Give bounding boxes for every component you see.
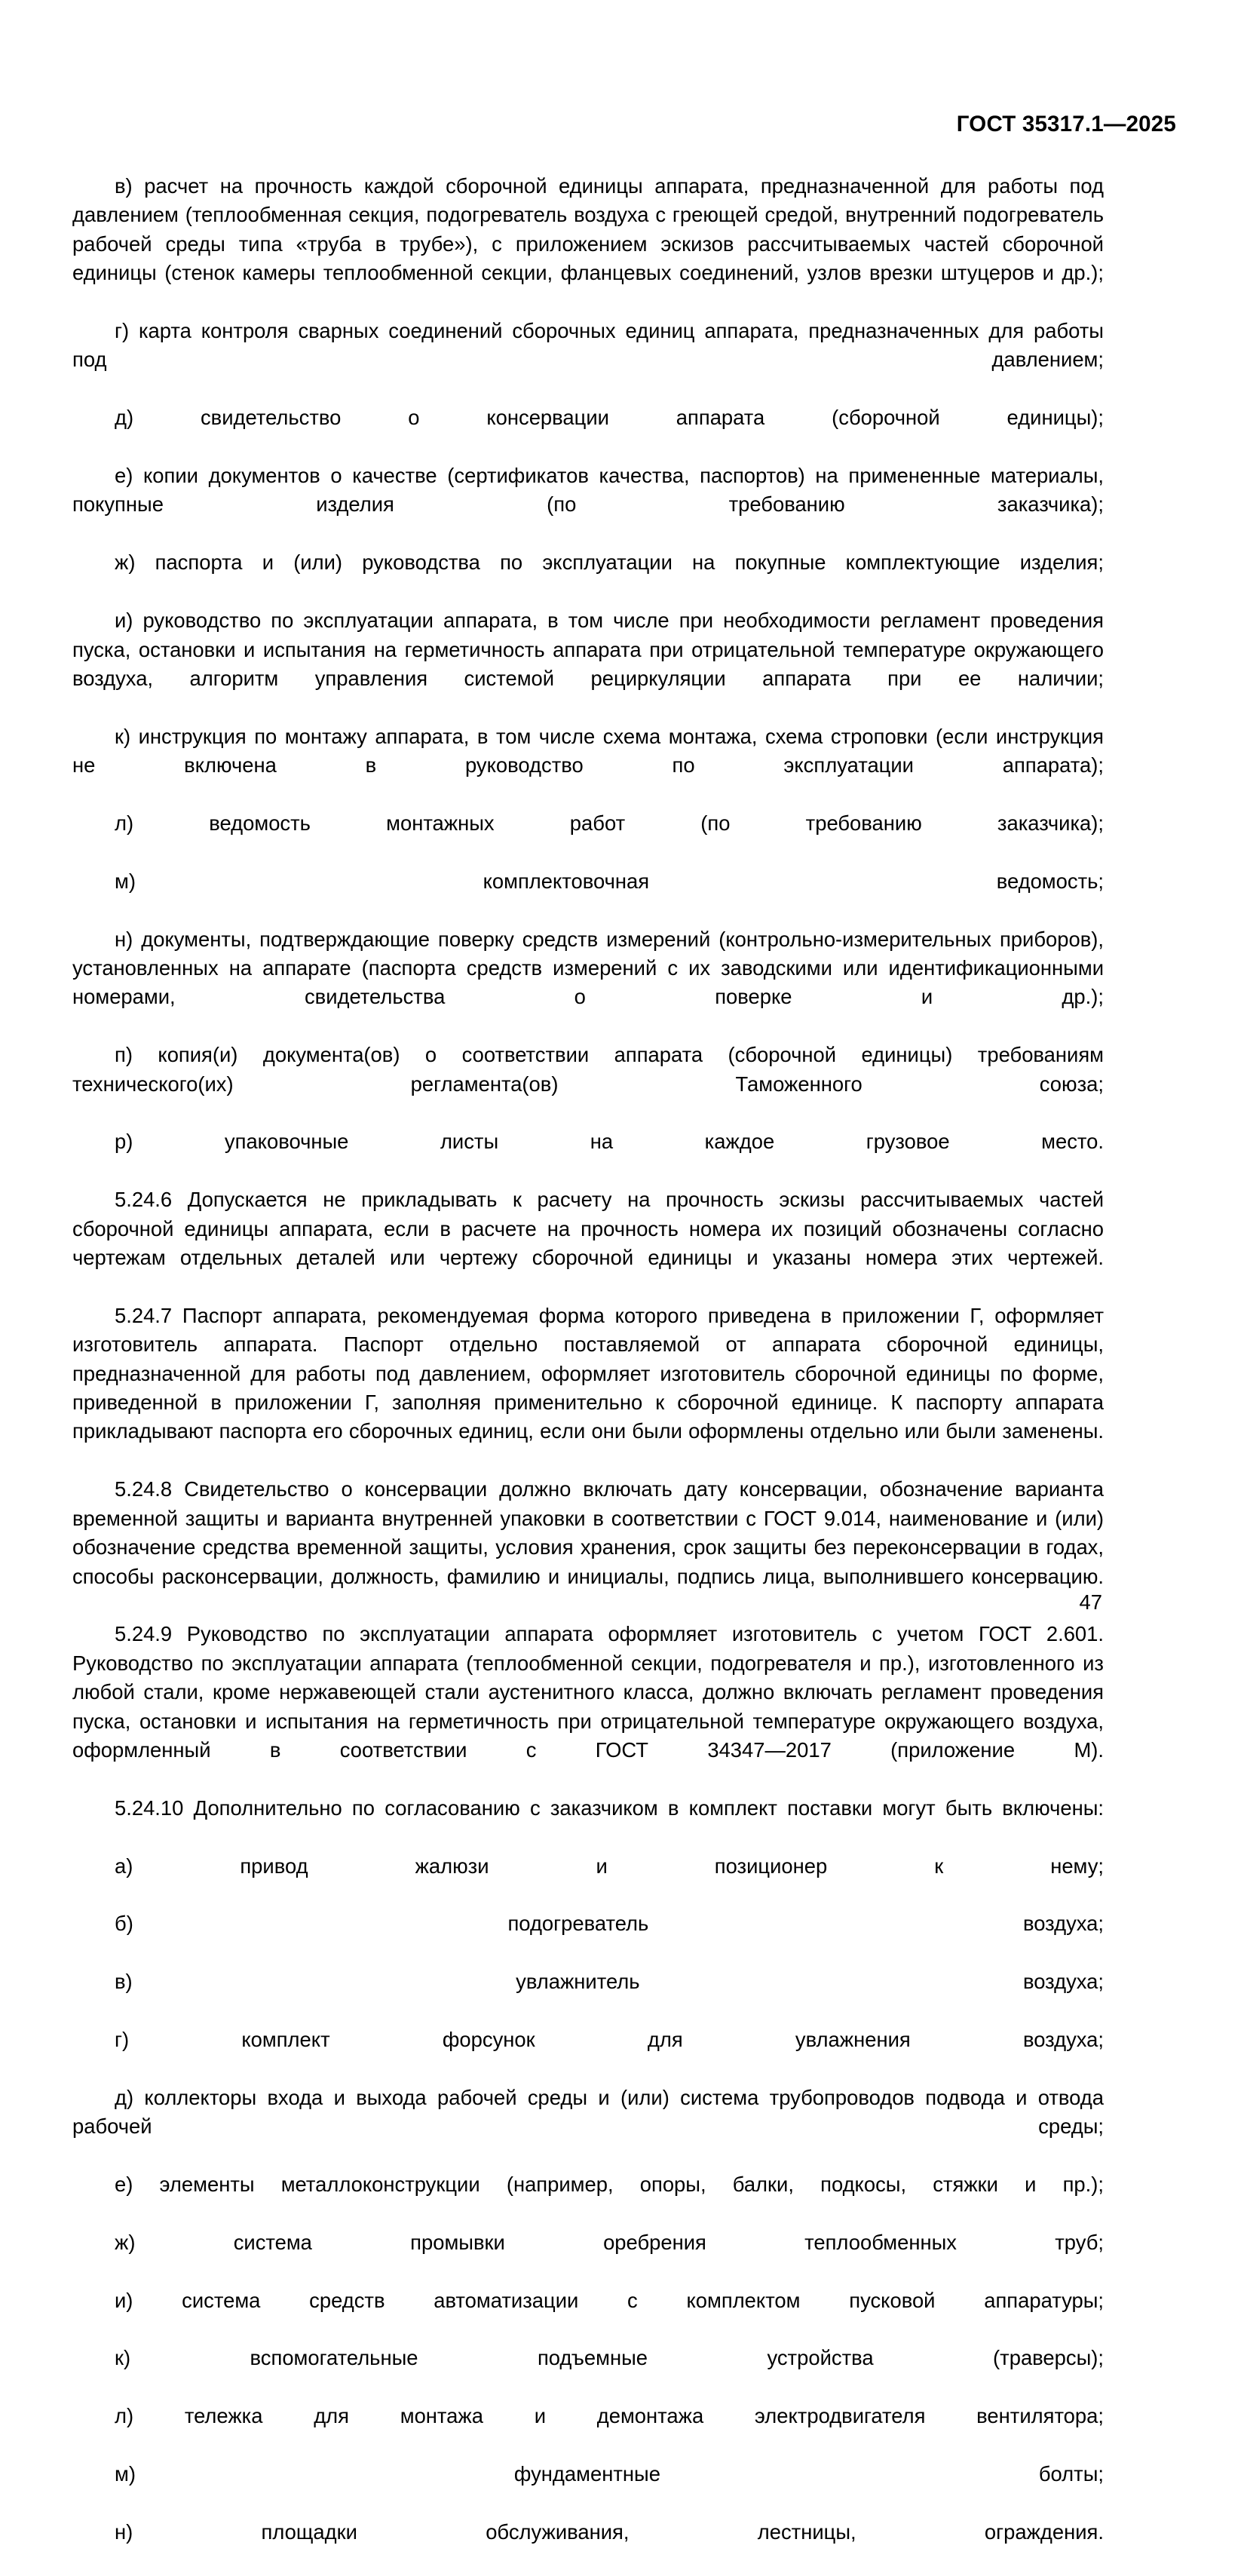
paragraph: м) комплектовочная ведомость;	[115, 869, 1104, 893]
paragraph: 5.24.6 Допускается не прикладывать к расчету на прочность эскизы рассчитываемых частей сборочной единицы аппарата, если в расчете на прочность номера их позиций обозначены согласно чертежам отдельных деталей или чертежу сборочной единицы и указаны номера этих чертежей.	[72, 1188, 1104, 1270]
paragraph: 5.24.10 Дополнительно по согласованию с заказчиком в комплект поставки могут быть включены:	[115, 1796, 1104, 1820]
paragraph: в) расчет на прочность каждой сборочной единицы аппарата, предназначенной для работы под давлением (теплообменная секция, подогреватель воздуха с греющей средой, внутренний подогреватель рабочей среды типа «труба в трубе»), с приложением эскизов рассчитываемых частей сборочной единицы (стенок камеры теплообменной секции, фланцевых соединений, узлов врезки штуцеров и др.);	[72, 174, 1104, 285]
paragraph: ж) система промывки оребрения теплообменных труб;	[115, 2230, 1104, 2254]
paragraph: н) документы, подтверждающие поверку средств измерений (контрольно-измерительных приборов), установленных на аппарате (паспорта средств измерений с их заводскими или идентификационными номерами, свидетельства о поверке и др.);	[72, 927, 1104, 1009]
paragraph: л) ведомость монтажных работ (по требованию заказчика);	[115, 811, 1104, 835]
paragraph: л) тележка для монтажа и демонтажа электродвигателя вентилятора;	[115, 2404, 1104, 2428]
paragraph: г) комплект форсунок для увлажнения воздуха;	[115, 2028, 1104, 2051]
paragraph: в) увлажнитель воздуха;	[115, 1970, 1104, 1994]
paragraph: р) упаковочные листы на каждое грузовое место.	[115, 1130, 1104, 1154]
page-number: 47	[1079, 1590, 1102, 1614]
paragraph: а) привод жалюзи и позиционер к нему;	[115, 1854, 1104, 1878]
body-text-column	[72, 172, 1104, 2576]
paragraph: 5.24.7 Паспорт аппарата, рекомендуемая форма которого приведена в приложении Г, оформляет изготовитель аппарата. Паспорт отдельно поставляемой от аппарата сборочной единицы, предназначенной для работы под давлением, оформляет изготовитель сборочной единицы по форме, приведенной в приложении Г, заполняя применительно к сборочной единице. К паспорту аппарата прикладывают паспорта его сборочных единиц, если они были оформлены отдельно или были заменены.	[72, 1303, 1104, 1443]
paragraph: 5.24.8 Свидетельство о консервации должно включать дату консервации, обозначение варианта временной защиты и варианта внутренней упаковки в соответствии с ГОСТ 9.014, наименование и (или) обозначение средства временной защиты, условия хранения, срок защиты без переконсервации в годах, способы расконсервации, должность, фамилию и инициалы, подпись лица, выполнившего консервацию.	[72, 1477, 1104, 1588]
paragraph: е) элементы металлоконструкции (например, опоры, балки, подкосы, стяжки и пр.);	[115, 2173, 1104, 2197]
paragraph: н) площадки обслуживания, лестницы, ограждения.	[115, 2519, 1104, 2544]
paragraph: к) инструкция по монтажу аппарата, в том числе схема монтажа, схема строповки (если инструкция не включена в руководство по эксплуатации аппарата);	[72, 724, 1104, 777]
paragraph: м) фундаментные болты;	[115, 2462, 1104, 2486]
paragraph: и) руководство по эксплуатации аппарата, в том числе при необходимости регламент проведения пуска, остановки и испытания на герметичность аппарата при отрицательной температуре окружающего воздуха, алгоритм управления системой рециркуляции аппарата при ее наличии;	[72, 609, 1104, 690]
paragraph: г) карта контроля сварных соединений сборочных единиц аппарата, предназначенных для работы под давлением;	[72, 319, 1104, 372]
paragraph: д) свидетельство о консервации аппарата (сборочной единицы);	[115, 406, 1104, 430]
paragraph: и) система средств автоматизации с комплектом пусковой аппаратуры;	[115, 2288, 1104, 2312]
paragraph: е) копии документов о качестве (сертификатов качества, паспортов) на примененные материалы, покупные изделия (по требованию заказчика);	[72, 464, 1104, 517]
paragraph: п) копия(и) документа(ов) о соответствии аппарата (сборочной единицы) требованиям технического(их) регламента(ов) Таможенного союза;	[72, 1043, 1104, 1096]
paragraph: ж) паспорта и (или) руководства по эксплуатации на покупные комплектующие изделия;	[115, 550, 1104, 575]
paragraph: 5.24.9 Руководство по эксплуатации аппарата оформляет изготовитель с учетом ГОСТ 2.601. Руководство по эксплуатации аппарата (теплообменной секции, подогревателя и пр.), изготовленного из любой стали, кроме нержавеющей стали аустенитного класса, должно включать регламент проведения пуска, остановки и испытания на герметичность при отрицательной температуре окружающего воздуха, оформленный в соответствии с ГОСТ 34347—2017 (приложение М).	[72, 1622, 1104, 1762]
paragraph: б) подогреватель воздуха;	[115, 1912, 1104, 1936]
running-header-standard-designation: ГОСТ 35317.1—2025	[956, 112, 1176, 136]
paragraph: д) коллекторы входа и выхода рабочей среды и (или) система трубопроводов подвода и отвода рабочей среды;	[72, 2085, 1104, 2139]
paragraph: к) вспомогательные подъемные устройства (траверсы);	[115, 2346, 1104, 2370]
